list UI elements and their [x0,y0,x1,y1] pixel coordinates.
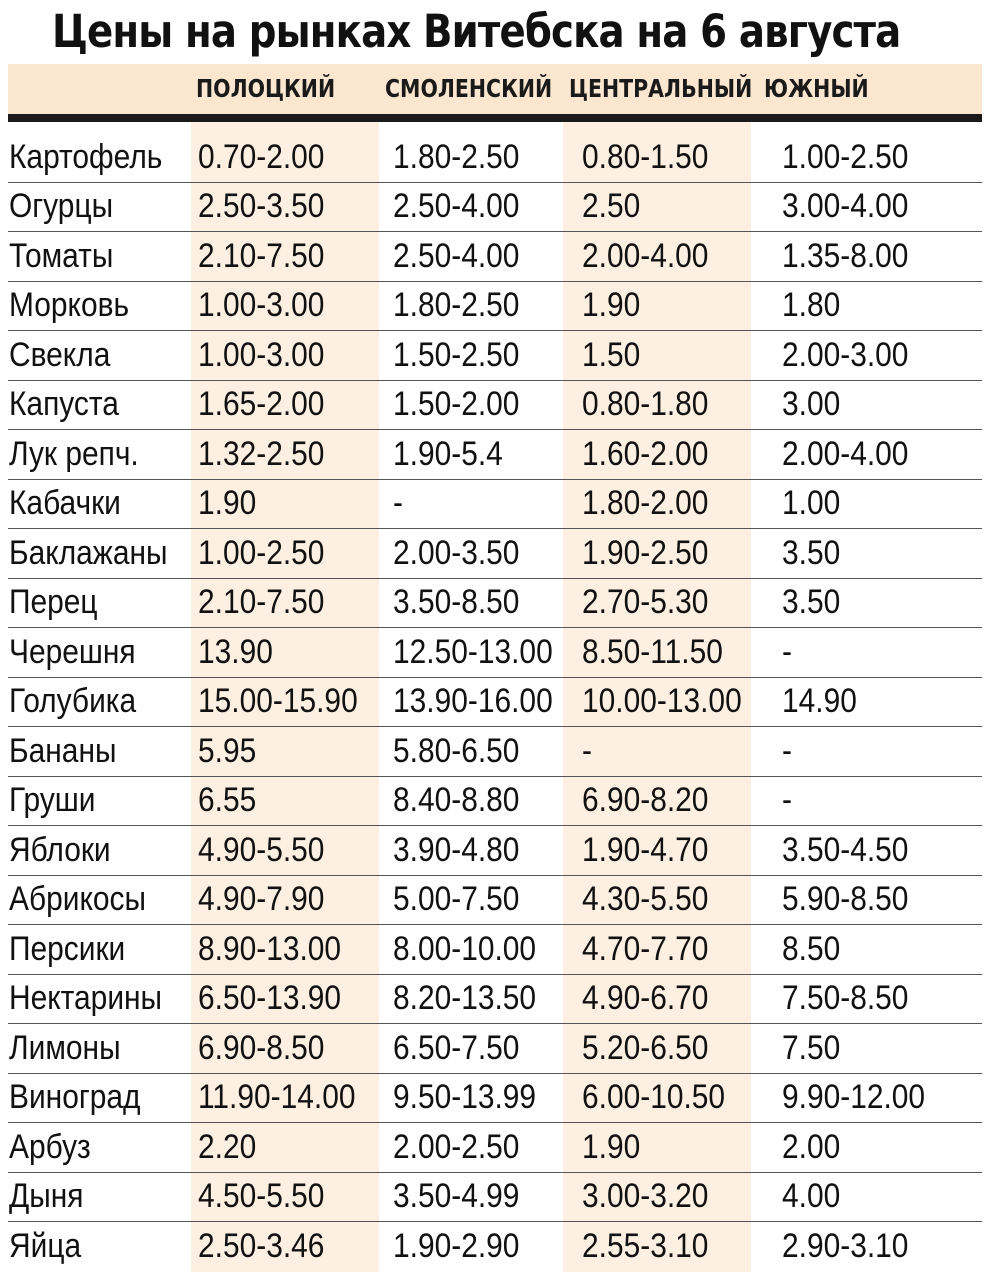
product-name-cell [8,628,192,678]
column-header-polotsky: ПОЛОЦКИЙ [196,74,336,103]
price-cell-smolensky [387,826,576,876]
price-cell-smolensky [387,430,576,480]
price-cell-polotsky [192,380,387,430]
price-cell-polotsky [192,232,387,282]
product-name: Персики [9,929,126,968]
price-value: 5.80-6.50 [393,731,520,770]
price-cell-central [576,331,776,381]
price-cell-smolensky [387,578,576,628]
price-value: 3.00-4.00 [782,187,909,226]
price-value: 12.50-13.00 [393,632,553,671]
price-value: - [393,484,403,523]
column-header-south: ЮЖНЫЙ [764,74,869,103]
price-value: 8.00-10.00 [393,929,537,968]
price-cell-south [776,1024,982,1074]
price-cell-south [776,925,982,975]
price-value: 1.50 [582,335,641,374]
price-value: 6.90-8.20 [582,781,709,820]
price-cell-polotsky [192,974,387,1024]
price-cell-central [576,974,776,1024]
table-row [8,1123,982,1173]
price-cell-polotsky [192,727,387,777]
price-cell-south [776,1073,982,1123]
product-name-cell [8,925,192,975]
price-value: 1.65-2.00 [198,385,325,424]
price-cell-central [576,826,776,876]
price-cell-smolensky [387,1222,576,1271]
product-name: Яблоки [9,830,111,869]
price-cell-central [576,1222,776,1271]
price-cell-smolensky [387,182,576,232]
price-value: 1.00-2.50 [782,137,909,176]
price-value: 2.50 [582,187,641,226]
price-value: 1.00 [782,484,841,523]
price-cell-central [576,727,776,777]
product-name: Картофель [9,137,163,176]
price-value: 8.20-13.50 [393,979,537,1018]
price-value: 1.50-2.50 [393,335,520,374]
price-value: 1.60-2.00 [582,434,709,473]
price-value: 1.00-3.00 [198,335,325,374]
price-cell-south [776,529,982,579]
price-value: 1.80-2.00 [582,484,709,523]
table-row [8,727,982,777]
product-name-cell [8,1024,192,1074]
price-cell-polotsky [192,628,387,678]
price-value: 0.80-1.50 [582,137,709,176]
price-cell-central [576,925,776,975]
product-name-cell [8,331,192,381]
price-cell-south [776,479,982,529]
product-name: Лимоны [9,1028,121,1067]
product-name-cell [8,727,192,777]
price-cell-south [776,430,982,480]
table-row [8,529,982,579]
price-value: - [782,731,792,770]
product-name: Нектарины [9,979,163,1018]
table-row [8,133,982,182]
product-name: Перец [9,583,98,622]
product-name: Яйца [9,1226,82,1265]
price-value: 1.80-2.50 [393,137,520,176]
price-value: 2.00-3.00 [782,335,909,374]
price-cell-polotsky [192,430,387,480]
column-header-smolensky: СМОЛЕНСКИЙ [385,74,553,103]
product-name-cell [8,974,192,1024]
product-name-cell [8,1073,192,1123]
price-value: 3.50 [782,583,841,622]
price-cell-smolensky [387,1073,576,1123]
price-value: 0.80-1.80 [582,385,709,424]
price-value: 9.50-13.99 [393,1078,537,1117]
price-cell-south [776,776,982,826]
price-value: 4.90-6.70 [582,979,709,1018]
price-cell-smolensky [387,281,576,331]
price-value: 13.90-16.00 [393,682,553,721]
product-name-cell [8,232,192,282]
price-cell-smolensky [387,331,576,381]
product-name-cell [8,479,192,529]
product-name: Томаты [9,236,114,275]
price-cell-central [576,182,776,232]
product-name: Черешня [9,632,136,671]
price-value: 6.00-10.50 [582,1078,726,1117]
price-cell-smolensky [387,875,576,925]
price-value: 8.40-8.80 [393,781,520,820]
price-cell-central [576,578,776,628]
price-cell-smolensky [387,232,576,282]
price-cell-polotsky [192,875,387,925]
table-row [8,281,982,331]
price-cell-central [576,380,776,430]
product-name-cell [8,1222,192,1271]
price-cell-polotsky [192,281,387,331]
product-name-cell [8,1172,192,1222]
price-value: 4.70-7.70 [582,929,709,968]
product-name: Огурцы [9,187,114,226]
price-value: 2.70-5.30 [582,583,709,622]
price-cell-smolensky [387,1123,576,1173]
price-cell-smolensky [387,1172,576,1222]
price-value: 1.50-2.00 [393,385,520,424]
price-cell-south [776,578,982,628]
price-cell-south [776,232,982,282]
price-value: 8.50 [782,929,841,968]
price-cell-polotsky [192,1123,387,1173]
price-value: 3.50 [782,533,841,572]
table-row [8,182,982,232]
table-row [8,974,982,1024]
product-name-cell [8,430,192,480]
price-value: 1.90 [582,286,641,325]
price-value: 6.50-13.90 [198,979,342,1018]
price-value: 2.00-4.00 [782,434,909,473]
price-value: 2.50-4.00 [393,236,520,275]
price-cell-south [776,628,982,678]
price-cell-smolensky [387,727,576,777]
price-value: 2.50-3.46 [198,1226,325,1265]
product-name-cell [8,281,192,331]
price-value: 2.10-7.50 [198,583,325,622]
price-value: 1.35-8.00 [782,236,909,275]
price-value: 2.55-3.10 [582,1226,709,1265]
product-name: Баклажаны [9,533,168,572]
price-cell-central [576,281,776,331]
product-name: Лук репч. [9,434,139,473]
price-value: 3.50-4.99 [393,1177,520,1216]
table-row [8,232,982,282]
price-table [8,133,982,1271]
product-name-cell [8,578,192,628]
price-value: 8.90-13.00 [198,929,342,968]
price-value: - [582,731,592,770]
price-value: 5.20-6.50 [582,1028,709,1067]
price-cell-smolensky [387,776,576,826]
price-cell-south [776,1222,982,1271]
product-name: Капуста [9,385,119,424]
price-cell-south [776,182,982,232]
product-name-cell [8,529,192,579]
table-row [8,826,982,876]
price-cell-central [576,430,776,480]
price-value: 6.50-7.50 [393,1028,520,1067]
price-value: 1.90-5.4 [393,434,503,473]
price-value: 3.50-4.50 [782,830,909,869]
price-cell-central [576,776,776,826]
price-cell-polotsky [192,479,387,529]
price-cell-smolensky [387,974,576,1024]
price-cell-south [776,1172,982,1222]
price-cell-south [776,281,982,331]
price-cell-smolensky [387,133,576,182]
price-cell-central [576,529,776,579]
price-value: 4.00 [782,1177,841,1216]
price-cell-polotsky [192,578,387,628]
product-name-cell [8,182,192,232]
price-value: 5.95 [198,731,257,770]
price-value: - [782,781,792,820]
price-value: 2.00-2.50 [393,1127,520,1166]
price-value: 1.80-2.50 [393,286,520,325]
price-value: 4.90-7.90 [198,880,325,919]
price-value: 2.90-3.10 [782,1226,909,1265]
price-cell-central [576,677,776,727]
price-cell-south [776,974,982,1024]
price-value: 4.90-5.50 [198,830,325,869]
price-value: 1.00-2.50 [198,533,325,572]
table-row [8,925,982,975]
price-value: 2.00-4.00 [582,236,709,275]
table-row [8,1222,982,1271]
price-value: 1.00-3.00 [198,286,325,325]
price-cell-smolensky [387,380,576,430]
price-cell-south [776,727,982,777]
price-value: 10.00-13.00 [582,682,742,721]
price-value: 0.70-2.00 [198,137,325,176]
product-name: Арбуз [9,1127,91,1166]
price-cell-smolensky [387,677,576,727]
price-value: 3.00 [782,385,841,424]
price-cell-polotsky [192,776,387,826]
price-cell-smolensky [387,529,576,579]
price-cell-south [776,677,982,727]
price-value: 1.90-2.90 [393,1226,520,1265]
price-value: 3.90-4.80 [393,830,520,869]
table-row [8,1172,982,1222]
price-cell-south [776,133,982,182]
price-value: 9.90-12.00 [782,1078,926,1117]
price-cell-south [776,826,982,876]
table-row [8,628,982,678]
price-value: 2.50-3.50 [198,187,325,226]
price-value: 2.00 [782,1127,841,1166]
price-value: 3.50-8.50 [393,583,520,622]
price-cell-polotsky [192,529,387,579]
header-divider [8,114,982,122]
product-name: Бананы [9,731,117,770]
product-name-cell [8,826,192,876]
price-value: 3.00-3.20 [582,1177,709,1216]
table-row [8,578,982,628]
price-cell-south [776,1123,982,1173]
price-value: 2.50-4.00 [393,187,520,226]
price-cell-central [576,628,776,678]
price-value: 6.55 [198,781,257,820]
price-value: 5.00-7.50 [393,880,520,919]
price-cell-polotsky [192,925,387,975]
product-name: Морковь [9,286,130,325]
price-cell-polotsky [192,677,387,727]
price-cell-south [776,380,982,430]
price-value: 6.90-8.50 [198,1028,325,1067]
table-row [8,776,982,826]
table-row [8,1073,982,1123]
price-value: 15.00-15.90 [198,682,358,721]
product-name-cell [8,677,192,727]
price-value: 14.90 [782,682,857,721]
price-cell-central [576,232,776,282]
price-value: 4.30-5.50 [582,880,709,919]
product-name: Свекла [9,335,111,374]
table-row [8,331,982,381]
price-cell-polotsky [192,133,387,182]
product-name-cell [8,380,192,430]
price-value: 1.90 [198,484,257,523]
column-header-central: ЦЕНТРАЛЬНЫЙ [569,74,753,103]
price-cell-central [576,1172,776,1222]
price-value: - [782,632,792,671]
price-cell-central [576,479,776,529]
price-cell-polotsky [192,826,387,876]
price-cell-smolensky [387,925,576,975]
price-cell-polotsky [192,1222,387,1271]
price-cell-central [576,1073,776,1123]
product-name: Абрикосы [9,880,146,919]
price-cell-central [576,1024,776,1074]
page-title: Цены на рынках Витебска на 6 августа [52,5,901,58]
table-row [8,430,982,480]
price-cell-smolensky [387,479,576,529]
price-cell-polotsky [192,182,387,232]
price-cell-central [576,133,776,182]
price-cell-smolensky [387,1024,576,1074]
price-value: 2.00-3.50 [393,533,520,572]
price-value: 1.32-2.50 [198,434,325,473]
product-name: Виноград [9,1078,141,1117]
product-name: Дыня [9,1177,84,1216]
table-row [8,1024,982,1074]
price-value: 11.90-14.00 [198,1078,356,1117]
price-value: 8.50-11.50 [582,632,723,671]
product-name-cell [8,776,192,826]
table-row [8,479,982,529]
table-row [8,875,982,925]
price-cell-polotsky [192,1024,387,1074]
price-cell-polotsky [192,1073,387,1123]
product-name-cell [8,133,192,182]
price-value: 7.50 [782,1028,841,1067]
price-cell-central [576,875,776,925]
price-cell-south [776,331,982,381]
price-value: 4.50-5.50 [198,1177,325,1216]
product-name: Голубика [9,682,137,721]
price-value: 7.50-8.50 [782,979,909,1018]
price-value: 1.80 [782,286,841,325]
price-value: 5.90-8.50 [782,880,909,919]
price-cell-polotsky [192,1172,387,1222]
price-cell-south [776,875,982,925]
price-value: 1.90 [582,1127,641,1166]
price-cell-polotsky [192,331,387,381]
product-name: Груши [9,781,96,820]
price-value: 2.10-7.50 [198,236,325,275]
product-name: Кабачки [9,484,121,523]
price-value: 1.90-2.50 [582,533,709,572]
price-table-body [8,133,982,1271]
table-row [8,380,982,430]
price-value: 1.90-4.70 [582,830,709,869]
product-name-cell [8,875,192,925]
price-cell-smolensky [387,628,576,678]
price-value: 2.20 [198,1127,257,1166]
price-cell-central [576,1123,776,1173]
price-value: 13.90 [198,632,273,671]
table-row [8,677,982,727]
product-name-cell [8,1123,192,1173]
